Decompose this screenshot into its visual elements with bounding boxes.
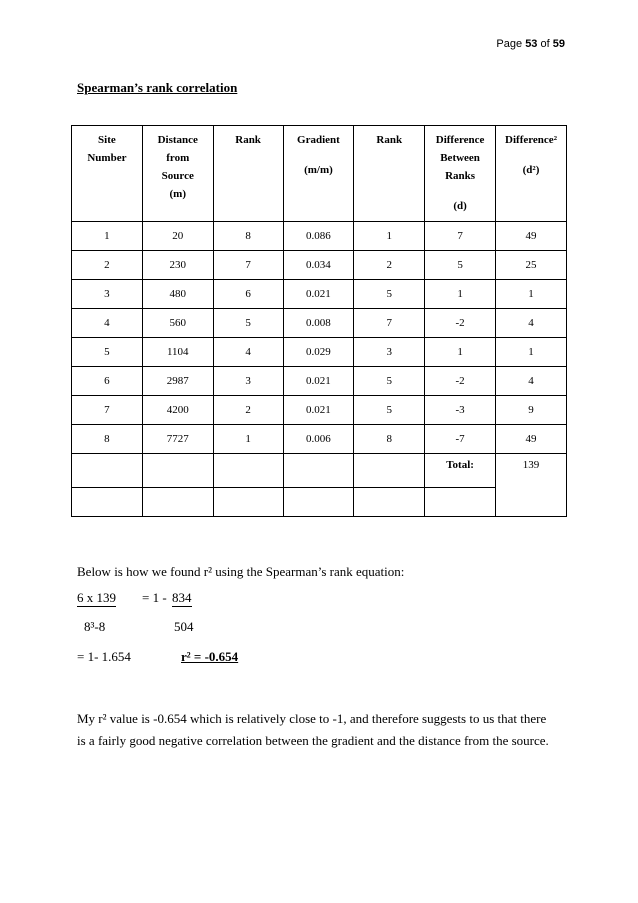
header-gradient: Gradient (m/m) (283, 126, 354, 222)
header-difference-squared: Difference² (d²) (496, 126, 567, 222)
equation-result: r² = -0.654 (181, 649, 239, 664)
table-row: 8 7727 1 0.006 8 -7 49 (72, 425, 567, 454)
page-number (496, 38, 565, 50)
conclusion-text: My r² value is -0.654 which is relatively close to -1, and therefore suggests to us that there is a fairly good negative correlation between the gradient and the distance from the source. (77, 711, 549, 748)
header-rank-gradient: Rank (354, 126, 425, 222)
page-current: 53 (525, 38, 538, 50)
table-row: 4 560 5 0.008 7 -2 4 (72, 309, 567, 338)
table-row: 3 480 6 0.021 5 1 1 (72, 280, 567, 309)
total-value: 139 (496, 454, 567, 517)
total-label: Total: (425, 454, 496, 488)
header-distance: Distance from Source (m) (142, 126, 213, 222)
table-empty-row (72, 488, 567, 517)
spearman-table (71, 125, 567, 517)
equation-numerator-right: 834 (172, 590, 192, 605)
table-row: 5 1104 4 0.029 3 1 1 (72, 338, 567, 367)
equation-step: = 1- 1.654 (77, 649, 131, 664)
equation-equals-one: = 1 - (142, 590, 167, 605)
header-rank-distance: Rank (213, 126, 283, 222)
table-row: 1 20 8 0.086 1 7 49 (72, 222, 567, 251)
equation-denominator-right: 504 (174, 619, 194, 634)
intro-text: Below is how we found r² using the Spearman’s rank equation: (77, 564, 405, 579)
section-heading: Spearman’s rank correlation (77, 80, 238, 95)
table-row: 7 4200 2 0.021 5 -3 9 (72, 396, 567, 425)
table-total-row (72, 454, 567, 488)
page-of: of (540, 38, 550, 50)
page-prefix: Page (496, 38, 523, 50)
header-site-number: Site Number (72, 126, 143, 222)
table-header-row (72, 126, 567, 222)
page-total: 59 (552, 38, 565, 50)
equation-denominator-left: 8³-8 (84, 619, 106, 634)
header-difference: Difference Between Ranks (d) (425, 126, 496, 222)
table-row: 6 2987 3 0.021 5 -2 4 (72, 367, 567, 396)
table-row: 2 230 7 0.034 2 5 25 (72, 251, 567, 280)
equation-numerator-left: 6 x 139 (77, 590, 116, 605)
